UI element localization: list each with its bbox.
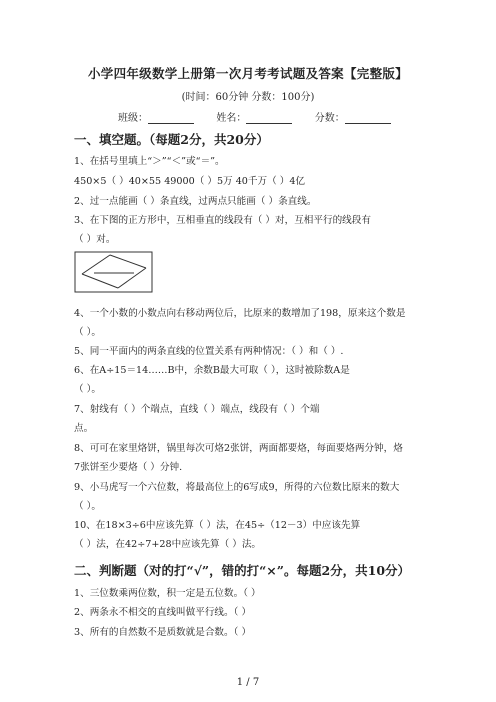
question-line: 1、三位数乘两位数，积一定是五位数。（ ）: [74, 588, 261, 599]
question-line: 7、射线有（ ）个端点，直线（ ）端点，线段有（ ）个端: [74, 404, 320, 415]
question-line: 1、在括号里填上“＞”“＜”或“＝”。: [74, 156, 225, 167]
question-line: 4、一个小数的小数点向右移动两位后，比原来的数增加了198，原来这个数是: [74, 308, 406, 319]
question-line: 5、同一平面内的两条直线的位置关系有两种情况：（ ）和（ ）.: [74, 346, 344, 357]
class-label: 班级：: [118, 113, 148, 124]
score-blank: [345, 112, 391, 124]
question-line: （ ）法，在42÷7+28中应该先算（ ）法。: [74, 539, 262, 550]
question-line: 9、小马虎写一个六位数，将最高位上的6写成9，所得的六位数比原来的数大: [74, 482, 400, 493]
section-heading-true-false: 二、判断题（对的打“√”，错的打“×”。每题2分，共10分）: [74, 563, 411, 578]
name-label: 姓名：: [216, 113, 247, 124]
question-line: （ ）对。: [74, 234, 116, 245]
class-blank: [148, 112, 194, 124]
question-line: 3、所有的自然数不是质数就是合数。（ ）: [74, 627, 252, 638]
question-line: 6、在A÷15＝14……B中，余数B最大可取（ ），这时被除数A是: [74, 365, 350, 376]
student-info-fields: [118, 109, 391, 124]
question-line: 点。: [74, 423, 94, 434]
question-line: 8、可可在家里烙饼，锅里每次可烙2张饼，两面都要烙，每面要烙两分钟，烙: [74, 443, 403, 454]
page-title: 小学四年级数学上册第一次月考考试题及答案【完整版】: [87, 66, 408, 81]
question-line: 10、在18×3÷6中应该先算（ ）法，在45÷（12－3）中应该先算: [74, 520, 361, 531]
question-line: （ ）。: [74, 327, 102, 338]
question-line: （ ）。: [74, 501, 102, 512]
section-heading-fill-in: 一、填空题。（每题2分，共20分）: [74, 132, 269, 147]
question-line: 3、在下图的正方形中，互相垂直的线段有（ ）对，互相平行的线段有: [74, 215, 371, 226]
exam-time-score: (时间：60分钟 分数：100分): [181, 92, 315, 103]
question-line: （ ）。: [74, 384, 102, 395]
name-blank: [246, 112, 292, 124]
question-line: 2、两条永不相交的直线叫做平行线。（ ）: [74, 607, 252, 618]
question-line: 2、过一点能画（ ）条直线，过两点只能画（ ）条直线。: [74, 196, 317, 207]
question-line: 450×5（ ）40×55 49000（ ）5万 40千万（ ）4亿: [74, 176, 306, 187]
question-line: 7张饼至少要烙（ ）分钟.: [74, 462, 183, 473]
page-number: 1 / 7: [236, 677, 260, 688]
square-diagram: [74, 250, 154, 294]
score-label: 分数：: [314, 113, 345, 124]
